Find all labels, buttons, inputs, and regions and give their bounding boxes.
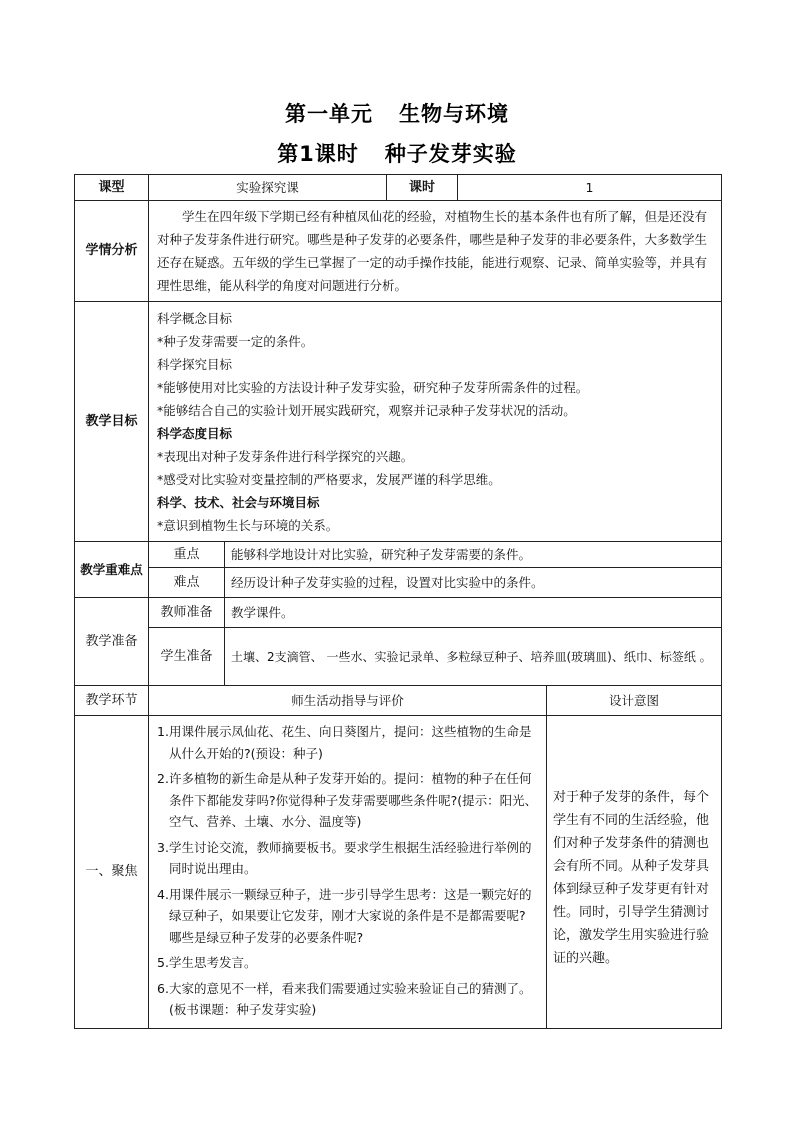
- goal-item: *表现出对种子发芽条件进行科学探究的兴趣。: [157, 448, 414, 464]
- step-item: [157, 978, 538, 1021]
- analysis-row: [75, 201, 722, 302]
- step-text: 用课件展示一颗绿豆种子，进一步引导学生思考：这是一颗完好的绿豆种子，如果要让它发芽，刚才大家说的条件是不是都需要呢?哪些是绿豆种子发芽的必要条件呢?: [169, 886, 532, 945]
- stage1-steps: [149, 716, 547, 1029]
- goals-label: 教学目标: [75, 302, 149, 542]
- intent-text: 对于种子发芽的条件，每个学生有不同的生活经验，他们对种子发芽条件的猜测也会有所不同。从种子发芽具体到绿豆种子发芽更有针对性。同时，引导学生猜测讨论，激发学生用实验进行验证的兴趣。: [553, 790, 710, 966]
- step-item: [157, 884, 538, 949]
- unit-title: [0, 98, 794, 128]
- goals-content: [149, 302, 722, 542]
- step-item: [157, 952, 538, 974]
- process-header-row: [75, 686, 722, 716]
- teacher-prep-label: 教师准备: [149, 598, 225, 628]
- step-item: [157, 721, 538, 764]
- analysis-label: 学情分析: [75, 201, 149, 302]
- lesson-title: [0, 138, 794, 168]
- focus-text: 能够科学地设计对比实验，研究种子发芽需要的条件。: [225, 542, 722, 568]
- step-number: 6.: [157, 980, 169, 996]
- difficulty-row: [75, 568, 722, 598]
- step-number: 1.: [157, 724, 169, 739]
- focus-label: 重点: [149, 542, 225, 568]
- step-number: 3.: [157, 839, 169, 855]
- lesson-number: 第1课时: [277, 142, 359, 166]
- hours-value: 1: [458, 175, 722, 201]
- goal-item: *感受对比实验对变量控制的严格要求，发展严谨的科学思维。: [157, 471, 501, 487]
- goal-heading: 科学概念目标: [157, 310, 233, 326]
- step-item: [157, 837, 538, 880]
- key-points-label: 教学重难点: [75, 542, 149, 598]
- student-prep-label: 学生准备: [149, 628, 225, 686]
- goal-heading: 科学态度目标: [157, 425, 233, 441]
- lesson-name: 种子发芽实验: [384, 142, 517, 166]
- unit-name: 生物与环境: [399, 102, 509, 126]
- step-text: 学生思考发言。: [169, 955, 257, 970]
- stage1-row: [75, 716, 722, 1029]
- step-text: 许多植物的新生命是从种子发芽开始的。提问：植物的种子在任何条件下都能发芽吗?你觉得种子发芽需要哪些条件呢?(提示：阳光、空气、营养、土壤、水分、温度等): [169, 771, 538, 829]
- stage-header: 教学环节: [75, 686, 149, 716]
- goal-item: *能够使用对比实验的方法设计种子发芽实验，研究种子发芽所需条件的过程。: [157, 379, 589, 395]
- goal-heading: 科学探究目标: [157, 356, 233, 372]
- activity-header: 师生活动指导与评价: [149, 686, 547, 716]
- unit-number: 第一单元: [285, 102, 373, 126]
- difficulty-text: 经历设计种子发芽实验的过程，设置对比实验中的条件。: [225, 568, 722, 598]
- student-prep-row: [75, 628, 722, 686]
- student-prep-text: 土壤、2支滴管、 一些水、实验记录单、多粒绿豆种子、培养皿(玻璃皿)、纸巾、标签纸 。: [225, 628, 722, 686]
- focus-row: [75, 542, 722, 568]
- type-value: 实验探究课: [149, 175, 387, 201]
- header-row: [75, 175, 722, 201]
- analysis-text: 学生在四年级下学期已经有种植凤仙花的经验，对植物生长的基本条件也有所了解，但是还没有对种子发芽条件进行研究。哪些是种子发芽的必要条件，哪些是种子发芽的非必要条件，大多数学生还存在疑惑。五年级的学生已掌握了一定的动手操作技能，能进行观察、记录、简单实验等，并具有理性思维，能从科学的角度对问题进行分析。: [149, 201, 722, 302]
- step-text: 用课件展示凤仙花、花生、向日葵图片，提问：这些植物的生命是从什么开始的?(预设：种子): [169, 724, 532, 761]
- goal-heading: 科学、技术、社会与环境目标: [157, 494, 320, 510]
- stage1-intent: [547, 716, 722, 1029]
- step-item: [157, 768, 538, 833]
- step-number: 2.: [157, 771, 169, 786]
- lesson-plan-table: [74, 174, 722, 1029]
- difficulty-label: 难点: [149, 568, 225, 598]
- step-number: 5.: [157, 955, 169, 970]
- goal-item: *种子发芽需要一定的条件。: [157, 333, 314, 349]
- preparation-label: 教学准备: [75, 598, 149, 686]
- step-number: 4.: [157, 886, 169, 902]
- hours-label: 课时: [387, 175, 458, 201]
- type-label: 课型: [75, 175, 149, 201]
- teacher-prep-text: 教学课件。: [225, 598, 722, 628]
- stage1-name: 一、聚焦: [75, 716, 149, 1029]
- teacher-prep-row: [75, 598, 722, 628]
- intent-header: 设计意图: [547, 686, 722, 716]
- step-text: 大家的意见不一样，看来我们需要通过实验来验证自己的猜测了。(板书课题：种子发芽实验): [169, 980, 532, 1017]
- goals-row: [75, 302, 722, 542]
- goal-item: *意识到植物生长与环境的关系。: [157, 517, 339, 533]
- step-text: 学生讨论交流，教师摘要板书。要求学生根据生活经验进行举例的同时说出理由。: [169, 839, 532, 876]
- goal-item: *能够结合自己的实验计划开展实践研究，观察并记录种子发芽状况的活动。: [157, 402, 576, 418]
- intent-spacer: [553, 722, 715, 786]
